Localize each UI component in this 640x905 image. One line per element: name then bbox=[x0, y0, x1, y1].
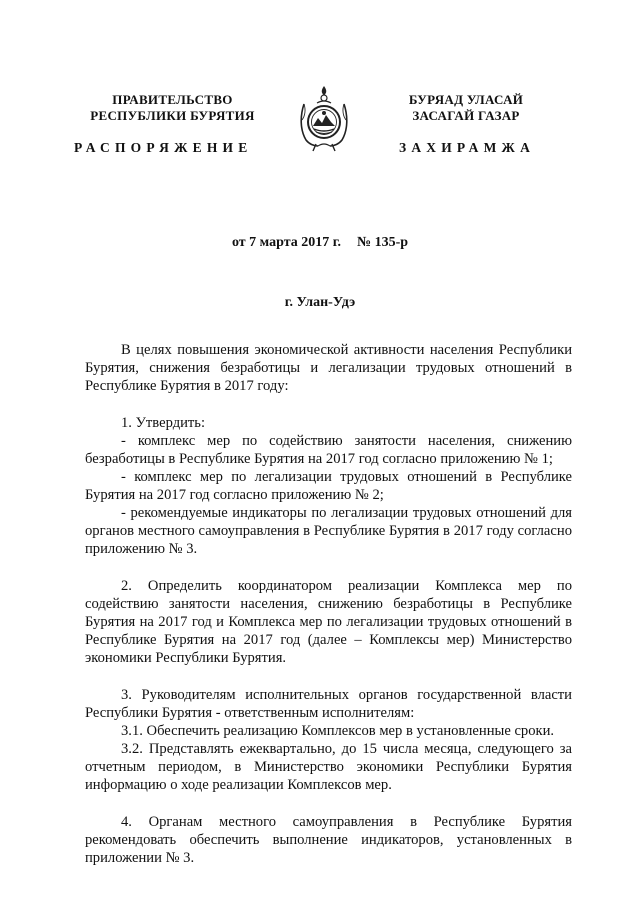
item-2-paragraph: 2. Определить координатором реализации Комплекса мер по содействию занятости населения, снижению безработицы в Республике Бурятия на 2017 год и Комплекса мер по легализации трудовых отношений в Республике Бурятия на 2017 год (далее – Комплексы мер) Министерство экономики Республики Бурятия. bbox=[85, 578, 572, 666]
item-3-1-paragraph: 3.1. Обеспечить реализацию Комплексов мер в установленные сроки. bbox=[121, 723, 555, 739]
issue-city: г. Улан-Удэ bbox=[284, 295, 356, 310]
issuer-header-russian bbox=[50, 92, 295, 124]
document-type-russian: РАСПОРЯЖЕНИЕ bbox=[74, 140, 253, 155]
item-3-2-paragraph: 3.2. Представлять ежеквартально, до 15 числа месяца, следующего за отчетным периодом, в Министерство экономики Республики Бурятия информацию о ходе реализации Комплексов мер. bbox=[85, 741, 572, 793]
item-3-paragraph: 3. Руководителям исполнительных органов государственной власти Республики Бурятия - ответственным исполнителям: bbox=[85, 687, 572, 721]
document-date: от 7 марта 2017 г. bbox=[231, 235, 342, 250]
item-1-subitem-b: - комплекс мер по легализации трудовых отношений в Республике Бурятия на 2017 год согласно приложению № 2; bbox=[85, 469, 572, 503]
issuer-line-2: РЕСПУБЛИКИ БУРЯТИЯ bbox=[90, 108, 255, 123]
coat-of-arms-icon bbox=[296, 84, 352, 152]
document-number: № 135-р bbox=[357, 235, 409, 250]
issuer-line-1-buryat: БУРЯАД УЛАСАЙ bbox=[408, 92, 524, 107]
issuer-line-1: ПРАВИТЕЛЬСТВО bbox=[112, 92, 233, 107]
issuer-line-2-buryat: ЗАСАГАЙ ГАЗАР bbox=[412, 108, 520, 123]
issuer-header-buryat bbox=[352, 92, 580, 124]
intro-paragraph: В целях повышения экономической активности населения Республики Бурятия, снижения безработицы и легализации трудовых отношений в Республике Бурятия в 2017 году: bbox=[85, 342, 572, 394]
item-4-paragraph: 4. Органам местного самоуправления в Республике Бурятия рекомендовать обеспечить выполнение индикаторов, установленных в приложении № 3. bbox=[85, 814, 572, 866]
document-body bbox=[85, 341, 572, 867]
item-1-subitem-c: - рекомендуемые индикаторы по легализации трудовых отношений для органов местного самоуправления в Республике Бурятия в 2017 году согласно приложению № 3. bbox=[85, 505, 572, 557]
item-1-subitem-a: - комплекс мер по содействию занятости населения, снижению безработицы в Республике Бурятия на 2017 год согласно приложению № 1; bbox=[85, 433, 572, 467]
date-number-line bbox=[0, 235, 640, 251]
item-1-heading: 1. Утвердить: bbox=[121, 415, 206, 431]
document-type-buryat: ЗАХИРАМЖА bbox=[399, 140, 536, 155]
